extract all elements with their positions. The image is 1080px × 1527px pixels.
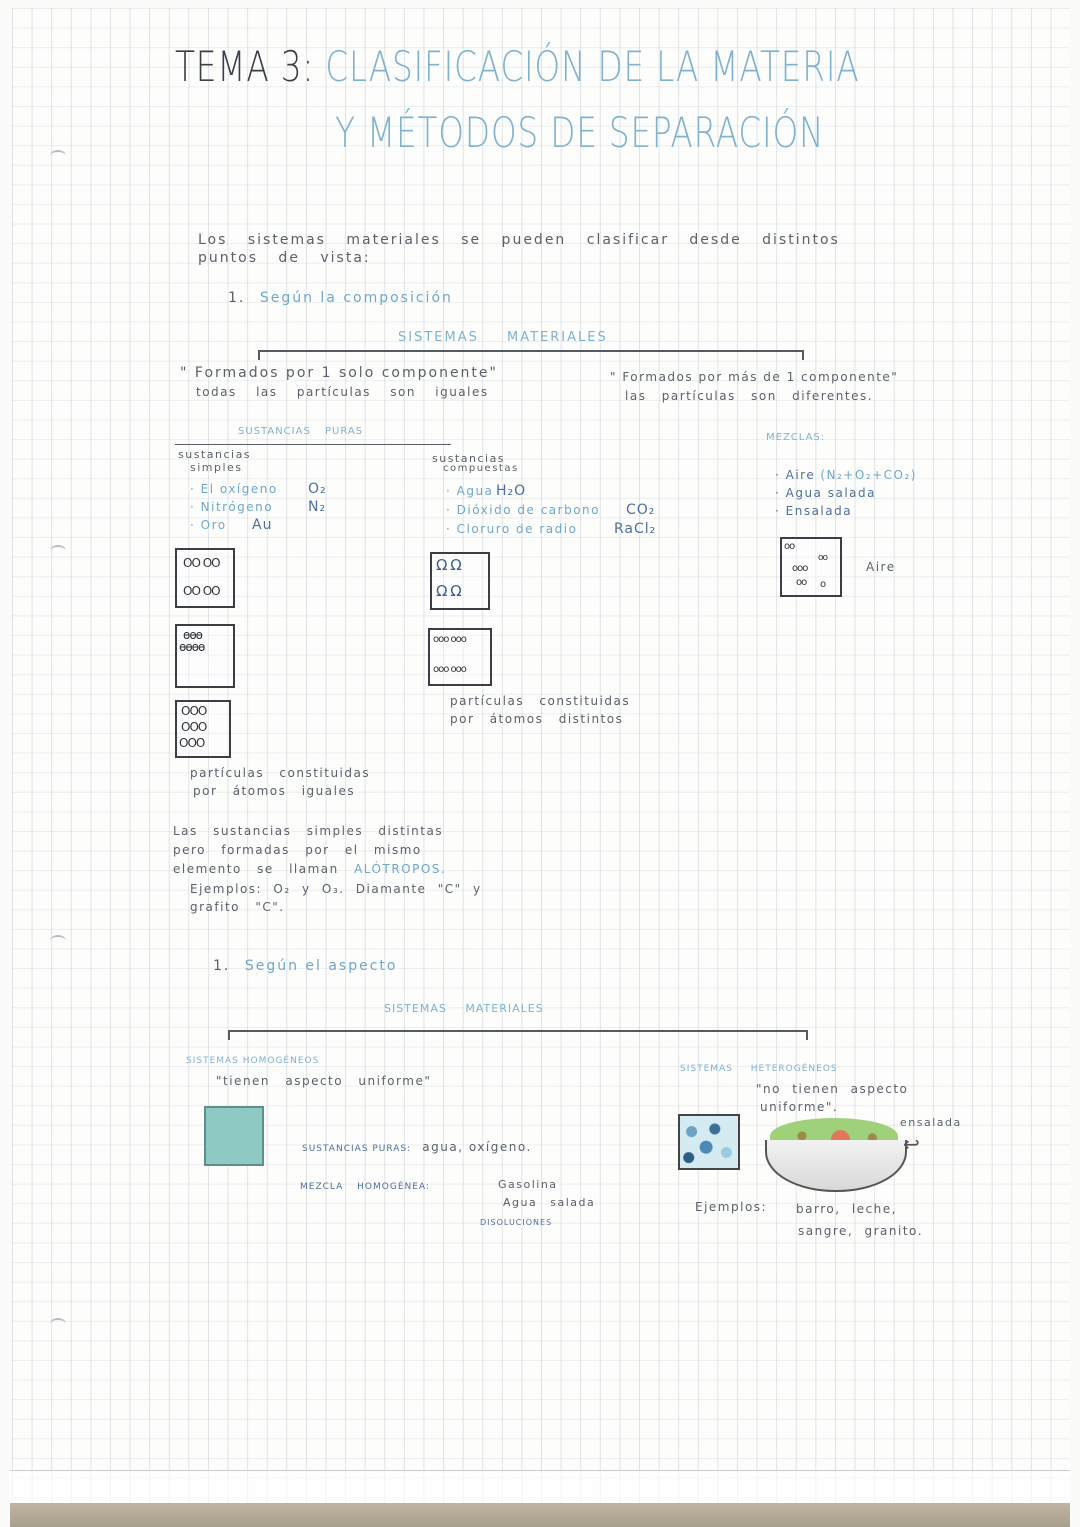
mixtures-label: MEZCLAS: — [766, 432, 826, 443]
heterogeneous-examples-label: Ejemplos: — [695, 1200, 768, 1214]
homogeneous-swatch — [204, 1106, 264, 1166]
simple-label-line1: sustancias — [178, 448, 252, 461]
compound-item: · Agua H₂O — [446, 483, 527, 499]
tree2-bracket — [228, 1030, 808, 1032]
tree1-title: SISTEMAS MATERIALES — [398, 330, 608, 345]
dissolutions-label: DISOLUCIONES — [480, 1218, 553, 1227]
homogeneous-pure-row: SUSTANCIAS PURAS: agua, oxígeno. — [302, 1140, 532, 1154]
mixtures-list — [775, 464, 917, 518]
carbon-dioxide-diagram: ooo ooo ooo ooo — [428, 628, 492, 686]
allotropes-examples-line2: grafito "C". — [190, 900, 285, 914]
water-molecule-diagram: Ω Ω Ω Ω — [430, 552, 490, 610]
air-diagram-label: Aire — [866, 560, 896, 574]
allotropes-line1: Las sustancias simples distintas — [173, 824, 444, 838]
binder-hole — [50, 545, 66, 557]
oxygen-molecule-diagram: OO OO OO OO — [175, 548, 235, 608]
tree1-bracket — [258, 350, 804, 352]
section2-title: Según el aspecto — [244, 958, 398, 974]
compound-caption-line2: por átomos distintos — [450, 712, 624, 726]
compound-label-line1: sustancias — [432, 452, 506, 465]
section2-number: 1. — [213, 958, 231, 974]
right-definition-line2: las partículas son diferentes. — [625, 389, 874, 403]
compound-item: · Cloruro de radio RaCl₂ — [446, 521, 657, 537]
homogeneous-example: Agua salada — [503, 1196, 596, 1209]
page-title — [175, 42, 859, 91]
compound-caption-line1: partículas constituidas — [450, 694, 631, 708]
heterogeneous-mixture-diagram — [678, 1114, 740, 1170]
tree2-title: SISTEMAS MATERIALES — [384, 1002, 544, 1015]
allotropes-line3: elemento se llaman ALÓTROPOS. — [173, 862, 447, 876]
homogeneous-label: SISTEMAS HOMOGÉNEOS — [186, 1056, 320, 1066]
pure-substances-rule — [175, 444, 451, 445]
compound-item: · Dióxido de carbono CO₂ — [446, 502, 656, 518]
binder-hole — [50, 1318, 66, 1330]
heterogeneous-definition-line1: "no tienen aspecto — [756, 1082, 909, 1096]
allotropes-examples-line1: Ejemplos: O₂ y O₃. Diamante "C" y — [190, 882, 482, 896]
compound-substance-list — [446, 480, 656, 537]
heterogeneous-examples-line2: sangre, granito. — [798, 1224, 924, 1238]
simple-caption-line1: partículas constituidas — [190, 766, 371, 780]
left-definition-line1: " Formados por 1 solo componente" — [180, 365, 498, 381]
homogeneous-definition: "tienen aspecto uniforme" — [216, 1074, 432, 1088]
allotropes-line2: pero formadas por el mismo — [173, 843, 422, 857]
left-definition-line2: todas las partículas son iguales — [196, 385, 489, 399]
mixture-item: · Ensalada — [775, 504, 853, 518]
section1-number: 1. — [228, 290, 246, 306]
simple-substance-list — [190, 478, 327, 532]
section2-heading — [213, 958, 397, 974]
simple-item: · Nitrógeno N₂ — [190, 499, 327, 515]
compound-label-line2: compuestas — [443, 463, 519, 474]
salad-label: ensalada — [900, 1116, 962, 1129]
page-subtitle — [335, 108, 824, 157]
heterogeneous-examples-line1: barro, leche, — [796, 1202, 897, 1216]
title-line2: Y MÉTODOS DE SEPARACIÓN — [335, 108, 825, 157]
page-edge — [10, 1470, 1070, 1505]
binder-hole — [50, 150, 66, 162]
heterogeneous-label: SISTEMAS HETEROGÉNEOS — [680, 1064, 838, 1074]
air-mixture-diagram: oo oo ooo oo o — [780, 537, 842, 597]
right-definition-line1: " Formados por más de 1 componente" — [610, 370, 899, 384]
mixture-item: · Aire (N₂+O₂+CO₂) — [775, 468, 917, 482]
homogeneous-example: Gasolina — [498, 1178, 558, 1191]
simple-item: · Oro Au — [190, 517, 273, 533]
simple-caption-line2: por átomos iguales — [193, 784, 356, 798]
mixture-item: · Agua salada — [775, 486, 876, 500]
table-surface — [10, 1503, 1070, 1527]
simple-label-line2: simples — [190, 461, 243, 474]
allotropes-term: ALÓTROPOS. — [354, 862, 447, 876]
nitrogen-molecule-diagram: ɵɵɵ ɵɵɵɵ — [175, 624, 235, 688]
title-prefix: TEMA 3: — [175, 42, 315, 91]
gold-atom-diagram: OOO OOO OOO — [175, 700, 231, 758]
heterogeneous-definition-line2: uniforme". — [760, 1100, 839, 1114]
section1-heading — [228, 290, 453, 306]
intro-line2: puntos de vista: — [198, 250, 371, 266]
homogeneous-mix-row: MEZCLA HOMOGÉNEA: — [300, 1182, 430, 1192]
curved-arrow-icon: ↩ — [903, 1132, 920, 1156]
binder-hole — [50, 935, 66, 947]
simple-item: · El oxígeno O₂ — [190, 481, 327, 497]
intro-line1: Los sistemas materiales se pueden clasificar desde distintos — [198, 232, 840, 248]
title-line1: CLASIFICACIÓN DE LA MATERIA — [325, 42, 860, 91]
section1-title: Según la composición — [259, 290, 453, 306]
pure-substances-label: SUSTANCIAS PURAS — [238, 426, 364, 437]
